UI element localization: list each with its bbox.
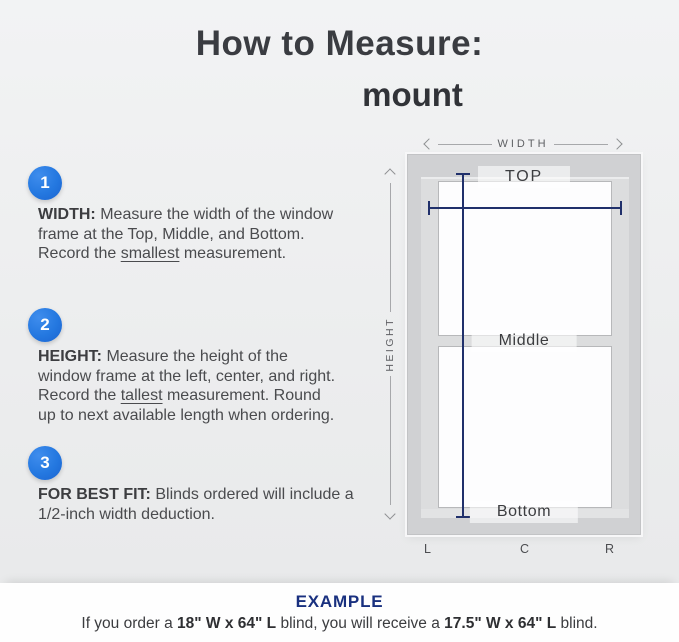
step-1-underlined-word: smallest	[120, 245, 180, 262]
example-middle: blind, you will receive a	[276, 615, 445, 632]
window-frame	[407, 154, 641, 535]
step-2-body-end: measurement. Round up to next available length when ordering.	[38, 387, 335, 424]
step-best-fit	[28, 446, 368, 524]
measure-end-cap	[428, 201, 430, 215]
step-3-body: Blinds ordered will include a 1/2-inch width deduction.	[38, 486, 354, 523]
axis-label-right: R	[605, 542, 615, 556]
window-diagram	[380, 135, 679, 575]
guide-line	[554, 144, 608, 145]
label-bottom: Bottom	[470, 501, 578, 523]
example-heading: EXAMPLE	[295, 592, 384, 611]
example-prefix: If you order a	[81, 615, 178, 632]
title-suffix-mount: mount	[362, 76, 463, 113]
title-line-1: How to Measure:	[195, 24, 484, 63]
chevron-left-icon	[423, 138, 434, 149]
guide-line	[438, 144, 492, 145]
title-highlight-inside: Inside	[216, 65, 350, 116]
step-1-body: Measure the width of the window frame at the Top, Middle, and Bottom. Record the	[38, 206, 334, 262]
axis-label-left: L	[424, 542, 431, 556]
step-2-label: HEIGHT:	[38, 348, 102, 365]
width-measurement-line	[428, 207, 622, 209]
example-ordered-size: 18" W x 64" L	[177, 615, 277, 632]
step-1-label: WIDTH:	[38, 206, 96, 223]
step-3-text	[38, 485, 374, 524]
step-2-text	[38, 347, 336, 425]
step-1-text	[38, 205, 336, 264]
measure-end-cap	[456, 516, 470, 518]
chevron-down-icon	[384, 508, 395, 519]
step-1-badge: 1	[28, 166, 62, 200]
label-middle: Middle	[472, 330, 577, 352]
width-measure-guide	[425, 138, 621, 150]
measure-end-cap	[456, 173, 470, 175]
height-guide-label: HEIGHT	[384, 316, 396, 372]
height-measure-guide	[384, 170, 396, 518]
step-width	[28, 166, 368, 264]
example-suffix: blind.	[556, 615, 598, 632]
measure-end-cap	[620, 201, 622, 215]
step-2-body: Measure the height of the window frame at the left, center, and right. Record the	[38, 348, 336, 404]
step-3-badge: 3	[28, 446, 62, 480]
guide-line	[390, 376, 391, 505]
page-title	[0, 24, 679, 117]
window-pane-top	[438, 181, 612, 336]
axis-label-center: C	[520, 542, 530, 556]
chevron-right-icon	[611, 138, 622, 149]
chevron-up-icon	[384, 168, 395, 179]
guide-line	[390, 183, 391, 312]
example-received-size: 17.5" W x 64" L	[444, 615, 557, 632]
width-guide-label: WIDTH	[497, 138, 549, 150]
step-2-badge: 2	[28, 308, 62, 342]
label-top: TOP	[478, 166, 570, 188]
example-sentence	[0, 615, 679, 633]
step-3-label: FOR BEST FIT:	[38, 486, 151, 503]
step-1-body-end: measurement.	[179, 245, 287, 262]
example-footer	[0, 583, 679, 642]
step-height	[28, 308, 368, 425]
window-pane-bottom	[438, 346, 612, 508]
title-line-2	[0, 65, 679, 117]
height-measurement-line	[462, 173, 464, 518]
step-2-underlined-word: tallest	[120, 387, 163, 404]
